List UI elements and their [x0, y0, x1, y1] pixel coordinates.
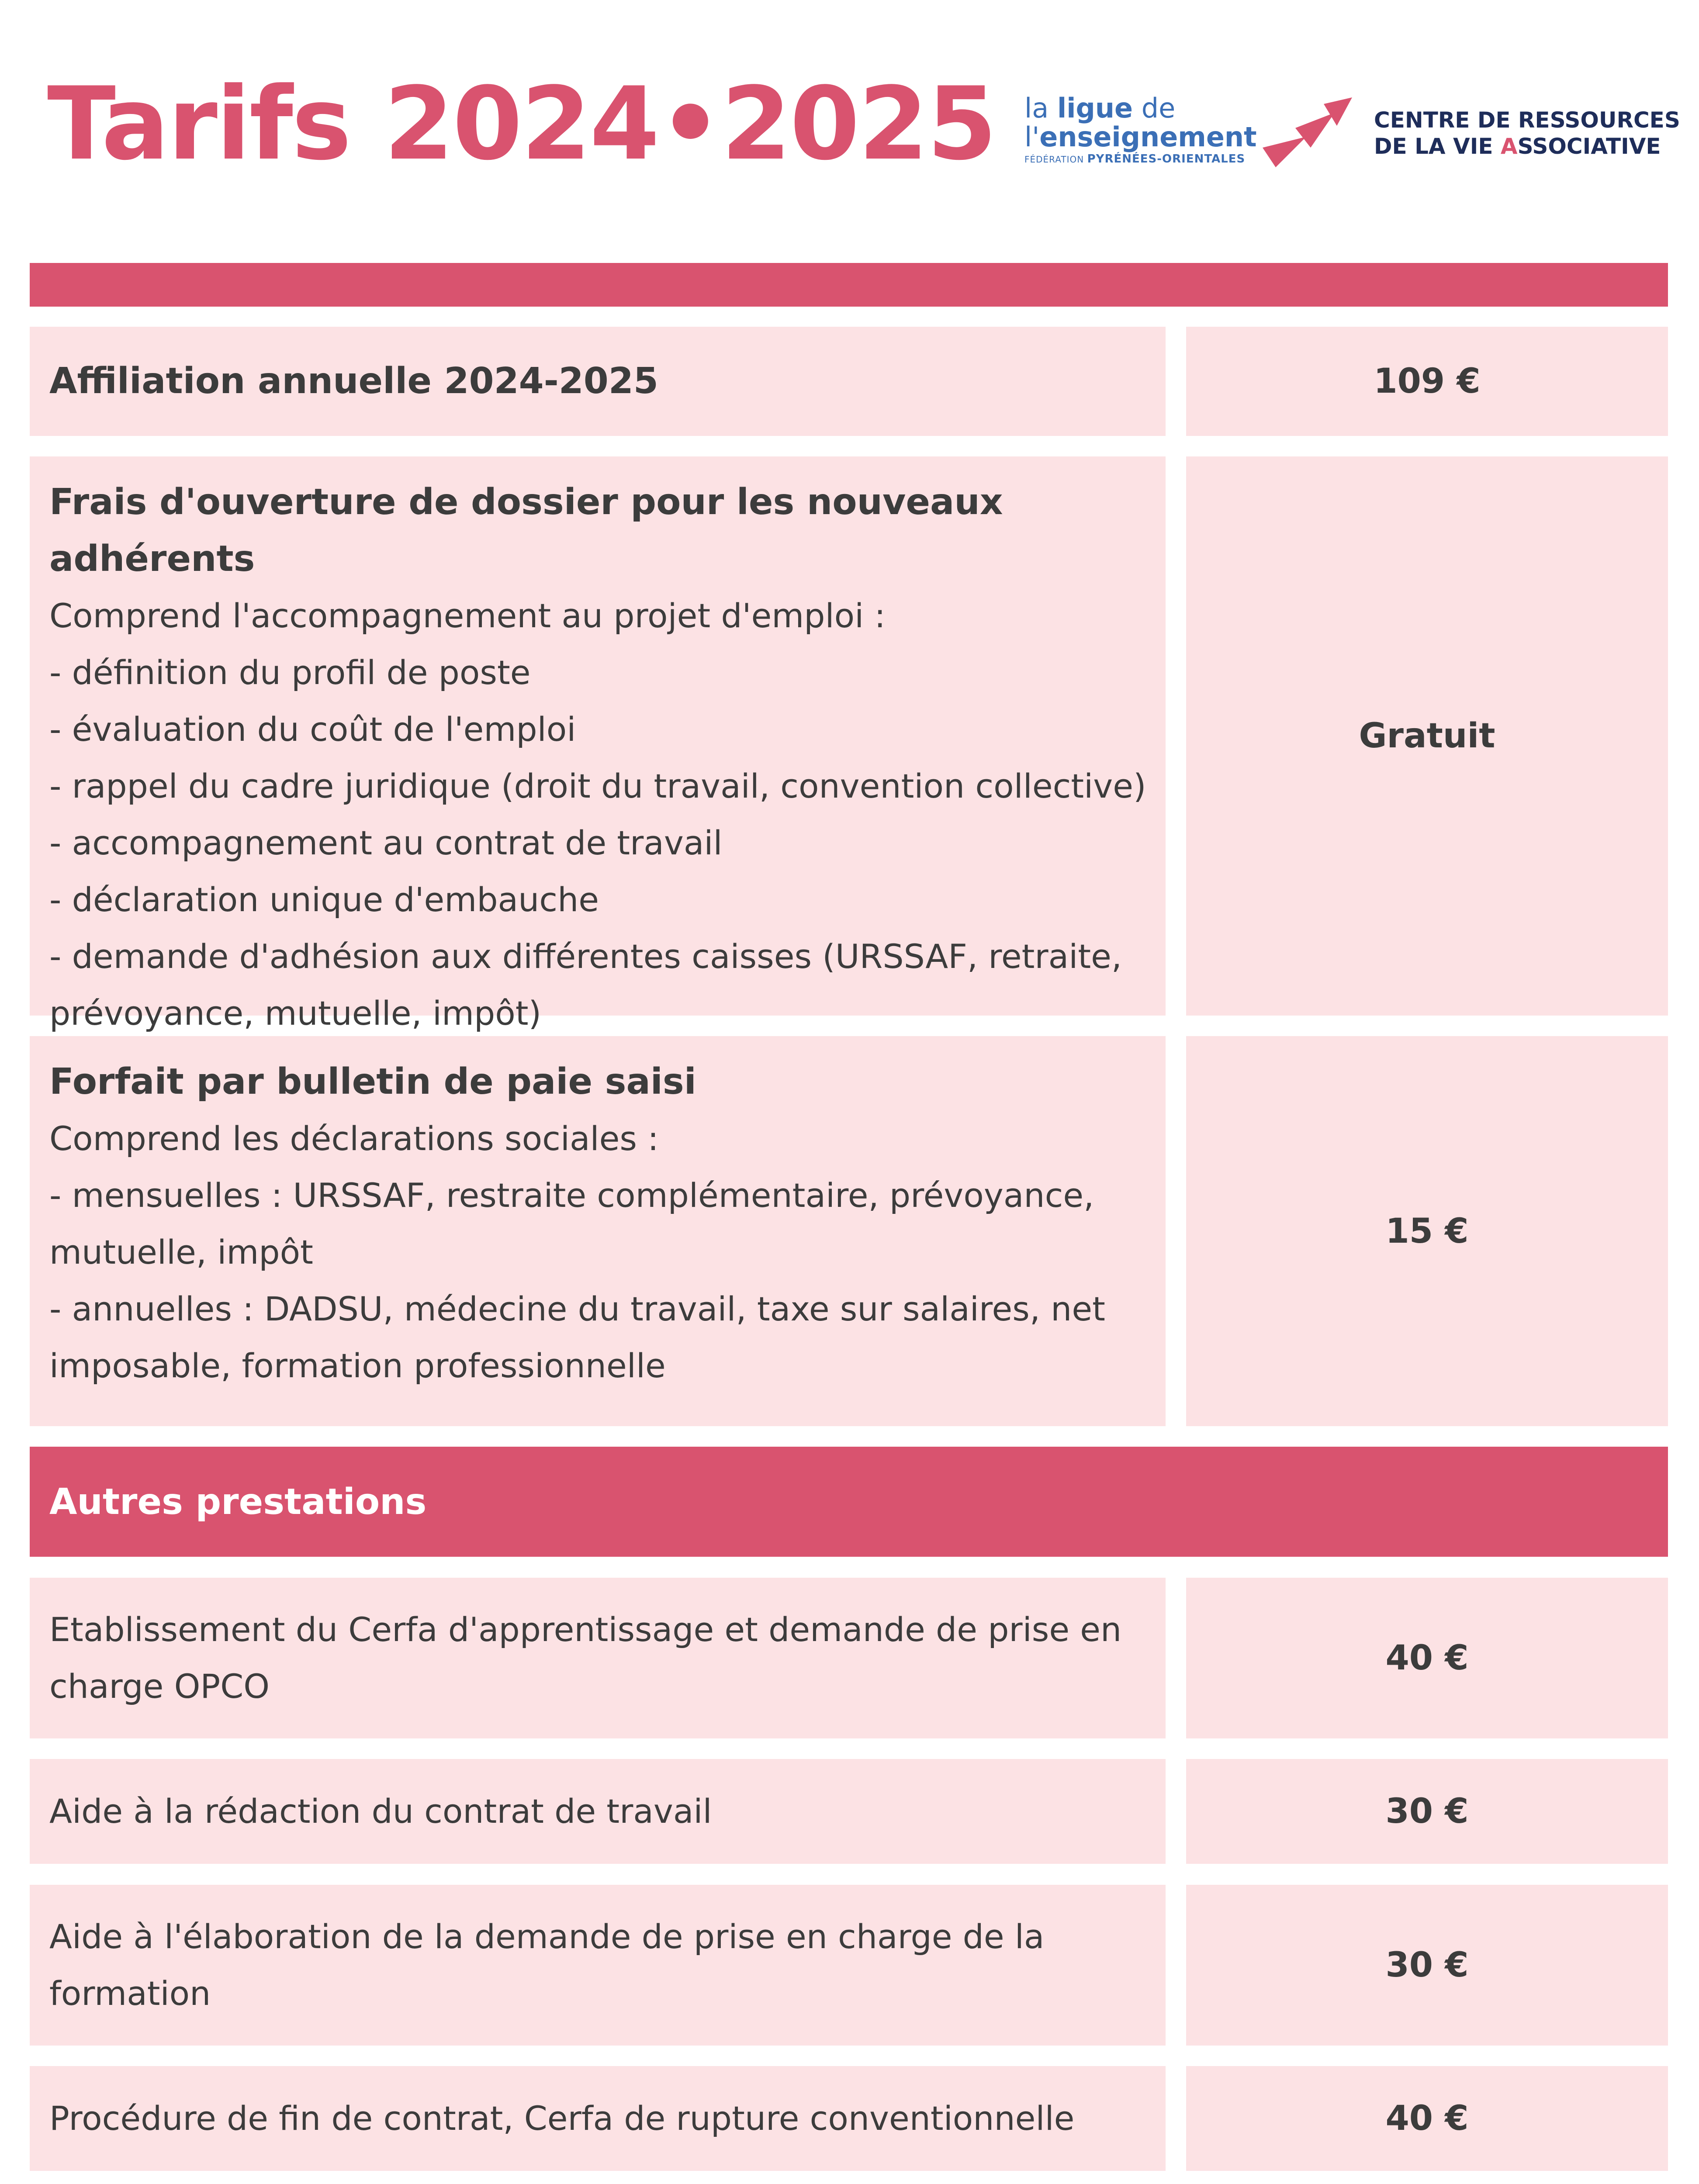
page-title: Tarifs 2024•2025 — [47, 66, 996, 183]
row-affiliation: Affiliation annuelle 2024-2025 — [30, 327, 1166, 436]
row-aide-formation: Aide à l'élaboration de la demande de prise en charge de la formation — [30, 1885, 1166, 2046]
row-frais-ouverture: Frais d'ouverture de dossier pour les nouveaux adhérents Comprend l'accompagnement au projet d'emploi : - définition du profil de poste - évaluation du coût de l'emploi - rappel du cadre juridique (droit du travail, convention collective) - accompagnement au contrat de travail - déclaration unique d'embauche - demande d'adhésion aux différentes caisses (URSSAF, retraite, prévoyance, mutuelle, impôt) — [30, 456, 1166, 1016]
price-fin-contrat: 40 € — [1186, 2066, 1668, 2171]
row-forfait-bulletin: Forfait par bulletin de paie saisi Comprend les déclarations sociales : - mensuelles : URSSAF, restraite complémentaire, prévoyance, mutuelle, impôt - annuelles : DADSU, médecine du travail, taxe sur salaires, net imposable, formation professionnelle — [30, 1036, 1166, 1426]
row-cerfa-apprentissage: Etablissement du Cerfa d'apprentissage et demande de prise en charge OPCO — [30, 1578, 1166, 1738]
header-band — [30, 263, 1668, 307]
price-cerfa-apprentissage: 40 € — [1186, 1578, 1668, 1738]
price-frais-ouverture: Gratuit — [1186, 456, 1668, 1016]
crva-logo: CENTRE DE RESSOURCES DE LA VIE ASSOCIATIVE — [1374, 107, 1680, 159]
ligue-enseignement-logo: la ligue de l'enseignement FÉDÉRATION PYRÉNÉES-ORIENTALES — [1024, 92, 1257, 166]
row-aide-redaction: Aide à la rédaction du contrat de travail — [30, 1759, 1166, 1864]
price-forfait-bulletin: 15 € — [1186, 1036, 1668, 1426]
price-affiliation: 109 € — [1186, 327, 1668, 436]
arrows-logo-icon — [1258, 95, 1354, 172]
price-aide-redaction: 30 € — [1186, 1759, 1668, 1864]
section-autres-prestations — [30, 1447, 1668, 1557]
section-title: Autres prestations — [49, 1481, 427, 1523]
row-fin-contrat: Procédure de fin de contrat, Cerfa de rupture conventionnelle — [30, 2066, 1166, 2171]
price-aide-formation: 30 € — [1186, 1885, 1668, 2046]
